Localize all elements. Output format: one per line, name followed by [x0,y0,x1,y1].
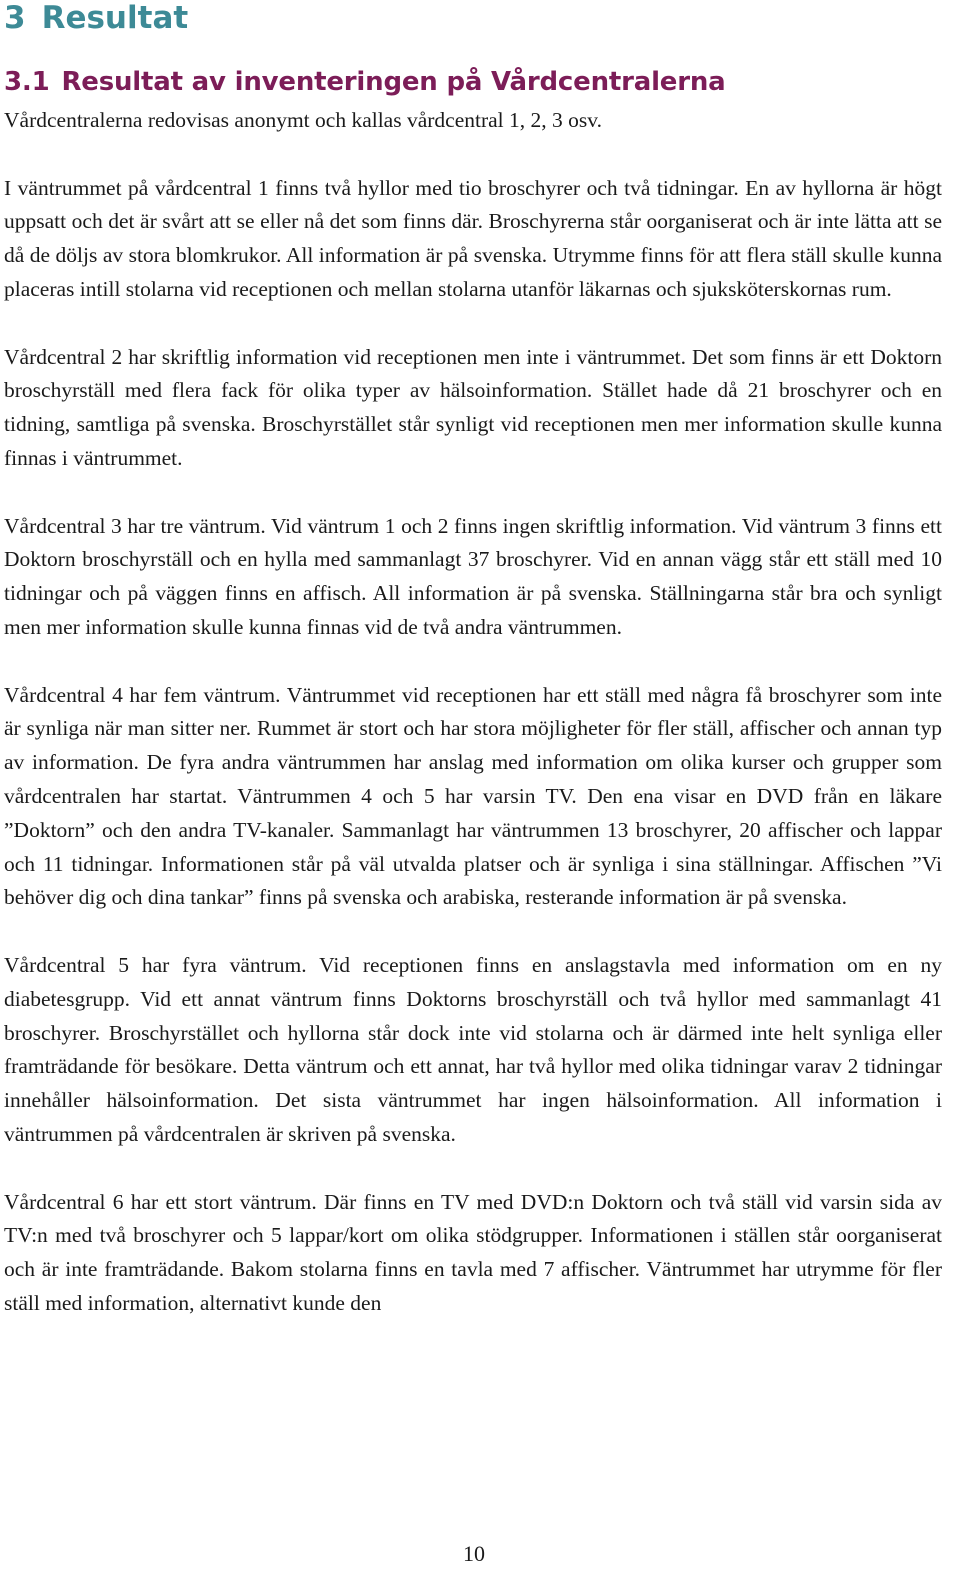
document-page [4,0,942,1321]
paragraph-vardcentral-5: Vårdcentral 5 har fyra väntrum. Vid receptionen finns en anslagstavla med information om en ny diabetesgrupp. Vid ett annat väntrum finns Doktorns broschyrställ och två hyllor med sammanlagt 41 broschyrer. Broschyrstället och hyllorna står dock inte vid stolarna och är därmed inte helt synliga eller framträdande för besökare. Detta väntrum och ett annat, har två hyllor med olika tidningar varav 2 tidningar innehåller hälsoinformation. Det sista väntrummet har ingen hälsoinformation. All information i väntrummen på vårdcentralen är skriven på svenska. [4,952,942,1146]
intro-paragraph: Vårdcentralerna redovisas anonymt och kallas vårdcentral 1, 2, 3 osv. [4,108,603,132]
paragraph-vardcentral-2: Vårdcentral 2 har skriftlig information vid receptionen men inte i väntrummet. Det som finns är ett Doktorn broschyrställ med flera fack för olika typer av hälsoinformation. Stället hade då 21 broschyrer och en tidning, samtliga på svenska. Broschyrstället står synligt vid receptionen men mer information skulle kunna finnas i väntrummet. [4,344,942,470]
section-title: Resultat [41,0,189,36]
paragraph-vardcentral-1: I väntrummet på vårdcentral 1 finns två hyllor med tio broschyrer och två tidningar. En av hyllorna är högt uppsatt och det är svårt att se eller nå det som finns där. Broschyrerna står oorganiserat och är inte lätta att se då de döljs av stora blomkrukor. All information är på svenska. Utrymme finns för att flera ställ skulle kunna placeras intill stolarna vid receptionen och mellan stolarna utanför läkarnas och sjuksköterskornas rum. [4,175,942,301]
paragraph-vardcentral-4: Vårdcentral 4 har fem väntrum. Väntrummet vid receptionen har ett ställ med några få broschyrer som inte är synliga när man sitter ner. Rummet är stort och har stora möjligheter för fler ställ, affischer och annan typ av information. De fyra andra väntrummen har anslag med information om olika kurser och grupper som vårdcentralen har startat. Väntrummen 4 och 5 har varsin TV. Den ena visar en DVD från en läkare ”Doktorn” och den andra TV-kanaler. Sammanlagt har väntrummen 13 broschyrer, 20 affischer och lappar och 11 tidningar. Informationen står på väl utvalda platser och är synliga i sina ställningar. Affischen ”Vi behöver dig och dina tankar” finns på svenska och arabiska, resterande information är på svenska. [4,682,942,910]
subsection-title: Resultat av inventeringen på Vårdcentralerna [61,67,726,97]
subsection-heading [4,66,942,98]
paragraph-vardcentral-3: Vårdcentral 3 har tre väntrum. Vid väntrum 1 och 2 finns ingen skriftlig information. Vid väntrum 3 finns ett Doktorn broschyrställ och en hylla med sammanlagt 37 broschyrer. Vid en annan vägg står ett ställ med 10 tidningar och på väggen finns en affisch. All information är på svenska. Ställningarna står bra och synligt men mer information skulle kunna finnas vid de två andra väntrummen. [4,513,942,639]
subsection-number: 3.1 [4,67,50,97]
section-number: 3 [4,0,26,36]
page-number: 10 [463,1541,485,1566]
section-heading [4,0,942,36]
paragraph-vardcentral-6: Vårdcentral 6 har ett stort väntrum. Där finns en TV med DVD:n Doktorn och två ställ vid varsin sida av TV:n med två broschyrer och 5 lappar/kort om olika stödgrupper. Informationen i ställen står oorganiserat och är inte framträdande. Bakom stolarna finns en tavla med 7 affischer. Väntrummet har utrymme för fler ställ med information, alternativt kunde den [4,1189,942,1315]
